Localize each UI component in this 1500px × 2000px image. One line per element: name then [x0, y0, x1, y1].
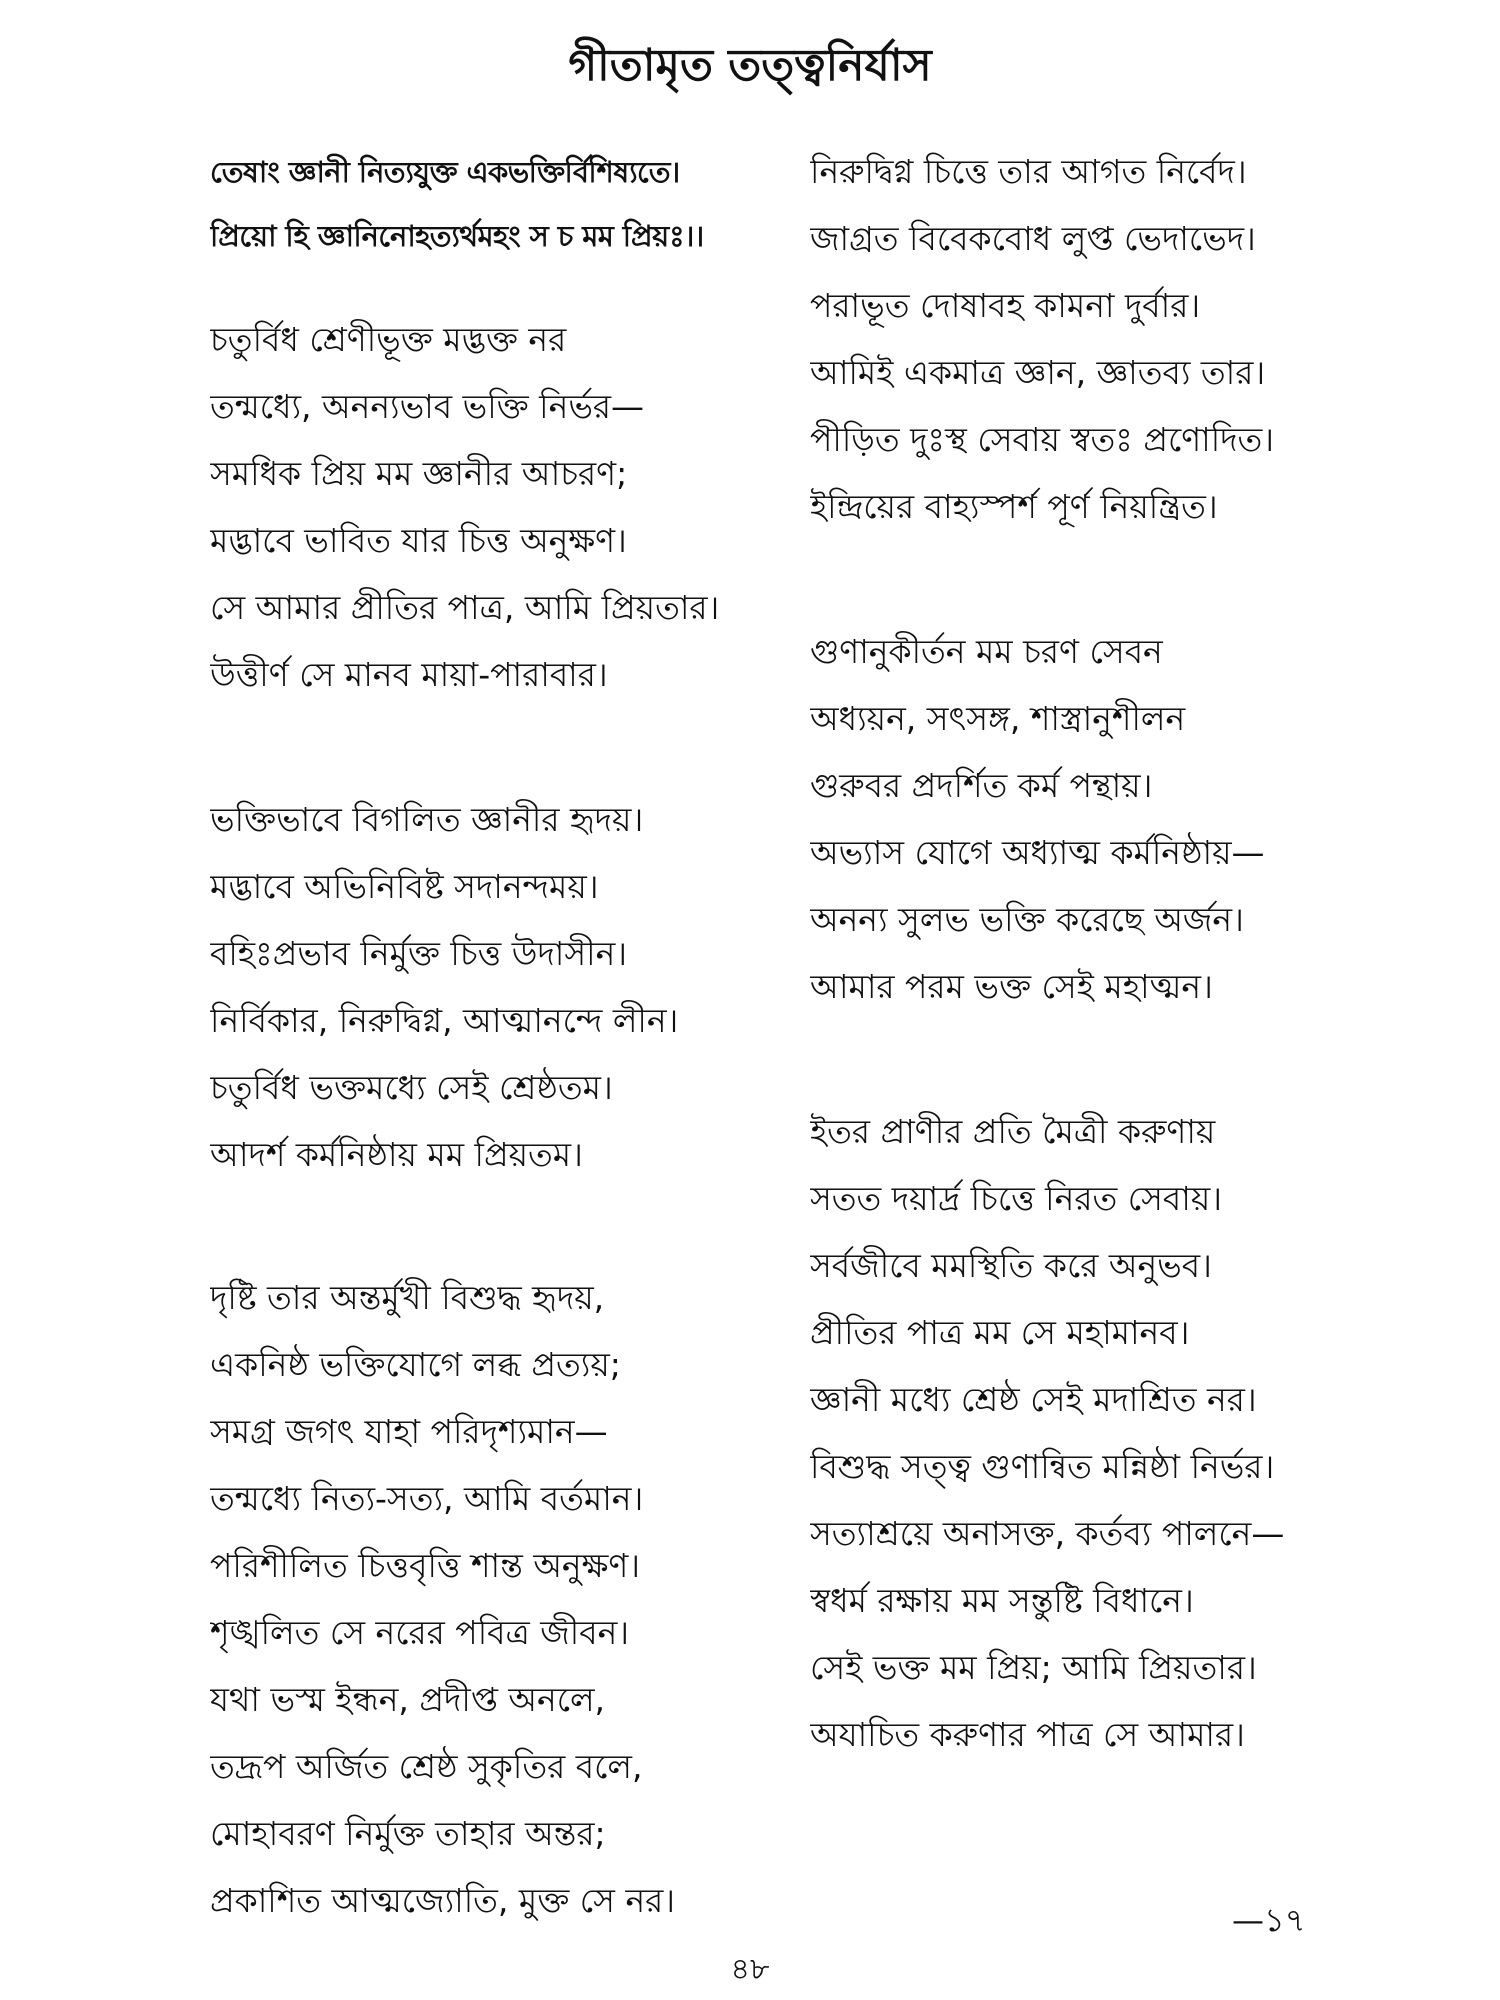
- verse-line: গুণানুকীর্তন মম চরণ সেবন: [810, 632, 1163, 671]
- verse-line: দৃষ্টি তার অন্তর্মুখী বিশুদ্ধ হৃদয়,: [210, 1278, 605, 1317]
- verse-line: আমিই একমাত্র জ্ঞান, জ্ঞাতব্য তার।: [810, 353, 1266, 392]
- verse-line: শৃঙ্খলিত সে নরের পবিত্র জীবন।: [210, 1613, 630, 1652]
- verse-line: নিরুদ্বিগ্ন চিত্তে তার আগত নির্বেদ।: [810, 152, 1247, 191]
- verse-line: জ্ঞানী মধ্যে শ্রেষ্ঠ সেই মদাশ্রিত নর।: [810, 1380, 1257, 1419]
- verse-line: অযাচিত করুণার পাত্র সে আমার।: [810, 1715, 1245, 1754]
- verse-line: সমধিক প্রিয় মম জ্ঞানীর আচরণ;: [210, 454, 628, 493]
- verse-line: অনন্য সুলভ ভক্তি করেছে অর্জন।: [810, 900, 1244, 939]
- verse-line: চতুর্বিধ শ্রেণীভূক্ত মদ্ভক্ত নর: [210, 320, 567, 359]
- verse-line: যথা ভস্ম ইন্ধন, প্রদীপ্ত অনলে,: [210, 1680, 606, 1719]
- verse-line: আমার পরম ভক্ত সেই মহাত্মন।: [810, 967, 1213, 1006]
- verse-line: অভ্যাস যোগে অধ্যাত্ম কর্মনিষ্ঠায়—: [810, 833, 1265, 872]
- verse-line: ইতর প্রাণীর প্রতি মৈত্রী করুণায়: [810, 1112, 1216, 1151]
- verse-line: সমগ্র জগৎ যাহা পরিদৃশ্যমান—: [210, 1412, 608, 1451]
- verse-line: প্রকাশিত আত্মজ্যোতি, মুক্ত সে নর।: [210, 1881, 676, 1920]
- verse-line: সতত দয়ার্দ্র চিত্তে নিরত সেবায়।: [810, 1179, 1223, 1218]
- verse-line: মোহাবরণ নির্মুক্ত তাহার অন্তর;: [210, 1814, 606, 1853]
- verse-line: স্বধর্ম রক্ষায় মম সন্তুষ্টি বিধানে।: [810, 1581, 1194, 1620]
- verse-line: আদর্শ কর্মনিষ্ঠায় মম প্রিয়তম।: [210, 1135, 583, 1174]
- verse-line: সর্বজীবে মমস্থিতি করে অনুভব।: [810, 1246, 1212, 1285]
- verse-line: জাগ্রত বিবেকবোধ লুপ্ত ভেদাভেদ।: [810, 219, 1256, 258]
- right-verse-column: [810, 0, 1450, 2000]
- verse-line: গুরুবর প্রদর্শিত কর্ম পন্থায়।: [810, 766, 1153, 805]
- page-number: ৪৮: [730, 1952, 770, 1987]
- verse-line: ভক্তিভাবে বিগলিত জ্ঞানীর হৃদয়।: [210, 800, 644, 839]
- sanskrit-shloka-line-2: প্রিয়ো হি জ্ঞানিনোহত্যর্থমহং স চ মম প্রিয়ঃ।।: [210, 219, 704, 253]
- verse-line: মদ্ভাবে ভাবিত যার চিত্ত অনুক্ষণ।: [210, 521, 627, 560]
- verse-line: পরিশীলিত চিত্তবৃত্তি শান্ত অনুক্ষণ।: [210, 1546, 641, 1585]
- verse-line: প্রীতির পাত্র মম সে মহামানব।: [810, 1313, 1190, 1352]
- verse-line: বিশুদ্ধ সত্ত্ব গুণান্বিত মন্নিষ্ঠা নির্ভর।: [810, 1447, 1275, 1486]
- verse-line: তন্মধ্যে, অনন্যভাব ভক্তি নির্ভর—: [210, 387, 645, 426]
- verse-line: পীড়িত দুঃস্থ সেবায় স্বতঃ প্রণোদিত।: [810, 420, 1275, 459]
- verse-line: উত্তীর্ণ সে মানব মায়া-পারাবার।: [210, 655, 608, 694]
- left-verse-column: [210, 0, 850, 2000]
- verse-line: তন্মধ্যে নিত্য-সত্য, আমি বর্তমান।: [210, 1479, 644, 1518]
- sanskrit-shloka-line-1: তেষাং জ্ঞানী নিত্যযুক্ত একভক্তির্বিশিষ্যতে।: [210, 155, 680, 189]
- verse-line: সে আমার প্রীতির পাত্র, আমি প্রিয়তার।: [210, 588, 720, 627]
- verse-line: পরাভূত দোষাবহ কামনা দুর্বার।: [810, 286, 1201, 325]
- verse-line: নির্বিকার, নিরুদ্বিগ্ন, আত্মানন্দে লীন।: [210, 1001, 679, 1040]
- verse-line: তদ্রূপ অর্জিত শ্রেষ্ঠ সুকৃতির বলে,: [210, 1747, 643, 1786]
- verse-line: সত্যাশ্রয়ে অনাসক্ত, কর্তব্য পালনে—: [810, 1514, 1285, 1553]
- verse-line: বহিঃপ্রভাব নির্মুক্ত চিত্ত উদাসীন।: [210, 934, 628, 973]
- page-title: গীতামৃত তত্ত্বনির্যাস: [568, 40, 932, 91]
- verse-line: চতুর্বিধ ভক্তমধ্যে সেই শ্রেষ্ঠতম।: [210, 1068, 613, 1107]
- verse-line: ইন্দ্রিয়ের বাহ্যস্পর্শ পূর্ণ নিয়ন্ত্রিত।: [810, 487, 1218, 526]
- verse-line: অধ্যয়ন, সৎসঙ্গ, শাস্ত্রানুশীলন: [810, 699, 1186, 738]
- verse-line: মদ্ভাবে অভিনিবিষ্ট সদানন্দময়।: [210, 867, 599, 906]
- verse-line: একনিষ্ঠ ভক্তিযোগে লব্ধ প্রত্যয়;: [210, 1345, 621, 1384]
- chapter-marker: —১৭: [1232, 1901, 1306, 1939]
- verse-line: সেই ভক্ত মম প্রিয়; আমি প্রিয়তার।: [810, 1648, 1257, 1687]
